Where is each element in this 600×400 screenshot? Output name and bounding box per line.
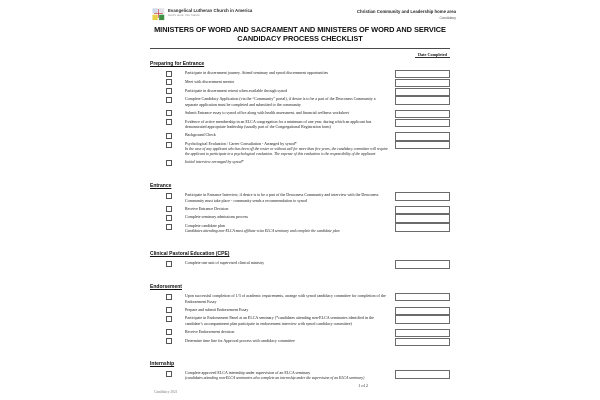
footer-left-text: Candidacy 2021 [154,390,178,394]
checklist-item-text: Psychological Evaluation / Career Consultation - Arranged by synod* [185,140,297,146]
date-completed-box[interactable] [395,293,450,302]
date-completed-header: Date Completed [415,52,450,59]
date-completed-box[interactable] [395,132,450,141]
date-completed-box[interactable] [395,88,450,97]
checklist-item [150,307,450,314]
checklist-item [150,192,450,203]
brand-text [168,8,252,17]
date-completed-box[interactable] [395,260,450,269]
brand-block [152,8,252,22]
checklist-item [150,329,450,336]
checklist-item [150,96,450,107]
checklist-item-text: Evidence of active membership in an ELCA congregation for a minimum of one year, during which an applicant has demonstrated appropriate leadership (usually part of the Congregational Registration form) [185,118,372,130]
checklist-item [150,260,450,267]
checklist-content [140,52,460,381]
footer-page-number: 1 of 2 [358,383,368,388]
section-clinical-pastoral-education [150,236,450,267]
brand-tagline: God's work. Our hands. [168,13,201,18]
checklist-items [150,370,450,381]
checklist-item-subtext: Candidates attending non-ELCA must affiliate w/an ELCA seminary and complete the candidate plan [185,228,340,233]
elca-cross-logo-icon [152,8,165,22]
checklist-item-text: Participate in Endorsement Panel at an ELCA seminary (*candidates attending non-ELCA seminaries identified in the candidate’s accompaniment plan participate in endorsement interview with synod candidacy committee) [185,315,374,326]
checklist-item-text: Initial interview arranged by synod* [185,159,244,165]
checklist-item-text: Complete seminary admissions process [185,214,248,220]
checklist-item-text: Submit Entrance essay to synod office along with health assessment, and financial wellness worksheet [185,109,349,115]
checklist-item-text: Determine time line for Approval process with candidacy committee [185,337,295,343]
title-divider [150,48,450,49]
checklist-item [150,370,450,381]
checklist-item-text: Receive Endorsement decision [185,328,235,334]
checklist-item-text: Meet with discernment mentor [185,78,235,84]
page-title-line1: MINISTERS OF WORD AND SACRAMENT AND MINISTERS OF WORD AND SERVICE [154,25,446,34]
section-heading: Clinical Pastoral Education (CPE) [150,251,230,258]
date-completed-box[interactable] [395,110,450,119]
checklist-items [150,192,450,234]
checklist-item [150,88,450,95]
date-completed-box[interactable] [395,141,450,150]
date-completed-box[interactable] [395,119,450,128]
checklist-items [150,260,450,267]
checklist-item [150,315,450,326]
brand-name: Evangelical Lutheran Church in America [168,8,253,13]
checklist-items [150,70,450,166]
checklist-item [150,206,450,213]
checklist-item [150,132,450,139]
checklist-item-text: Upon successful completion of 1/3 of academic requirements, arrange with synod candidacy committee for completion of the Endorsement Essay [185,292,386,304]
sections-container [150,52,450,381]
page-title [140,25,460,44]
section-internship [150,346,450,381]
checklist-items [150,293,450,344]
checklist-item [150,293,450,304]
section-entrance [150,168,450,234]
section-heading: Entrance [150,183,172,190]
checklist-item-text: Complete candidate plan [185,223,225,229]
date-completed-box[interactable] [395,79,450,88]
checklist-item-subtext: (candidates attending non-ELCA seminaries also complete an internship under the supervision of an ELCA seminary) [185,376,365,381]
checklist-item-text: Participate in discernment journey. Attend seminary and synod discernment opportunities [185,69,329,75]
checklist-item [150,338,450,345]
date-completed-box[interactable] [395,96,450,105]
date-completed-box[interactable] [395,223,450,232]
home-area-title: Christian Community and Leadership home area [356,9,456,14]
checklist-item [150,141,450,157]
date-completed-box[interactable] [395,192,450,201]
section-endorsement [150,269,450,344]
date-completed-box[interactable] [395,70,450,79]
checklist-item-text: Complete one unit of supervised clinical ministry [185,260,265,266]
home-area-subtitle: Candidacy [439,15,456,20]
date-completed-box[interactable] [395,315,450,324]
checklist-item-text: Background Check [185,132,216,138]
checklist-item [150,79,450,86]
checklist-item-text: Prepare and submit Endorsement Essay [185,306,249,312]
section-preparing-for-entrance [150,52,450,166]
checklist-item-text: Receive Entrance Decision [185,205,229,211]
checklist-item [150,214,450,221]
checklist-item-subtext: In the case of any applicant who has been off the roster or without call for more than five years, the candidacy committee will require the applicant to participate in a psychological evaluation. The expense of this evaluation is the responsibility of the applicant [185,146,388,156]
date-completed-box[interactable] [395,329,450,338]
checklist-item-text: Participate in Entrance Interview, if desire is to be a part of the Deaconess Community and interview with the Deaconess Community must take place - community sends a recommendation to synod [185,192,379,203]
checklist-item [150,110,450,117]
checklist-item-text: Complete approved ELCA internship under supervision of an ELCA seminary [185,370,311,376]
checklist-item-label [172,159,450,165]
date-completed-box[interactable] [395,214,450,223]
checklist-item [150,159,450,166]
date-completed-box[interactable] [395,370,450,379]
checklist-item [150,119,450,130]
checklist-item-text: Participate in discernment retreat when available through synod [185,87,288,93]
checklist-item [150,223,450,234]
masthead [140,0,460,22]
section-heading: Endorsement [150,283,182,290]
date-completed-box[interactable] [395,338,450,347]
checklist-item-text: Complete Candidacy Application (via the “Community” portal), if desire is to be a part of the Deaconess Community a separate application must be completed and submitted to the community [185,96,376,107]
paper-sheet [140,0,460,400]
section-heading: Internship [150,361,175,368]
home-area-block [357,8,456,20]
checklist-item [150,70,450,77]
page-title-line2: CANDIDACY PROCESS CHECKLIST [237,34,363,44]
date-completed-box[interactable] [395,206,450,215]
section-heading: Preparing for Entrance [150,60,205,67]
date-completed-box[interactable] [395,307,450,316]
